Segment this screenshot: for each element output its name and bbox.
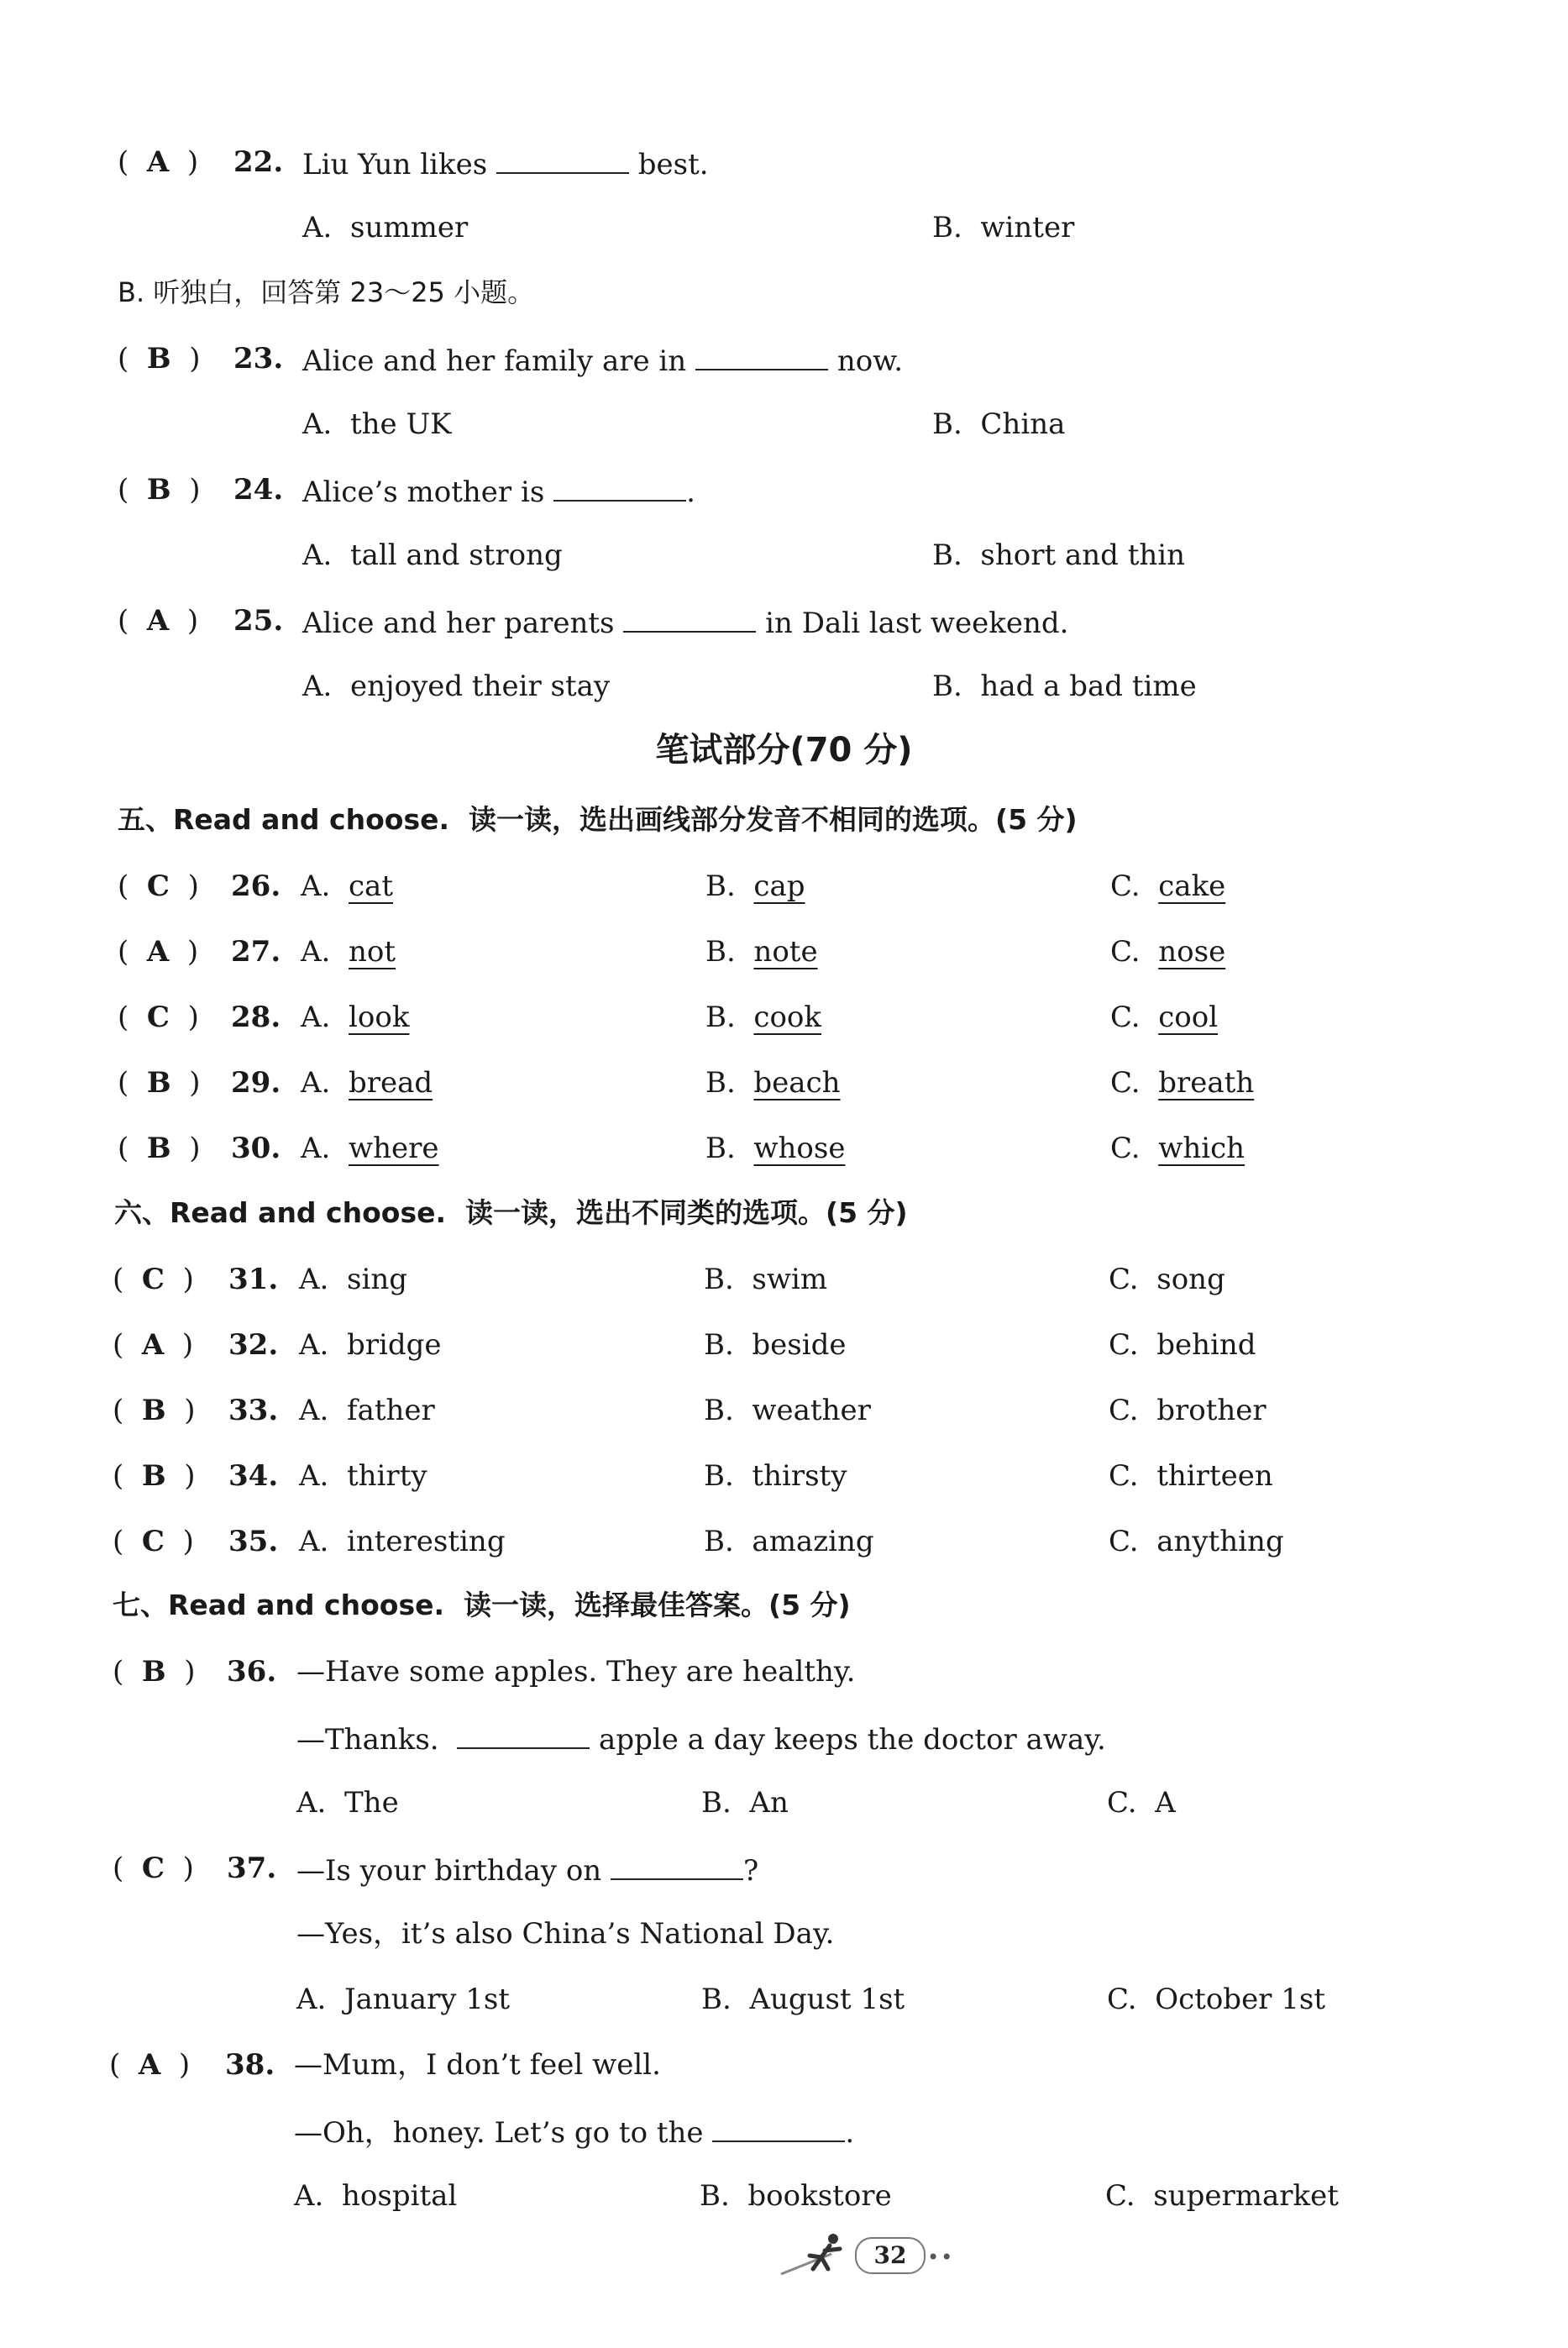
runner-logo-icon (773, 2230, 857, 2281)
option-a: A. enjoyed their stay (302, 670, 611, 703)
option-a: A. sing (299, 1263, 407, 1296)
option-a: A. where (301, 1132, 439, 1165)
question-stem: Liu Yun likes best. (302, 137, 709, 190)
answer-letter: A (141, 1328, 165, 1362)
option-b: B. cook (705, 1001, 822, 1034)
dialogue-line-2: —Thanks. apple a day keeps the doctor away. (296, 1712, 1106, 1765)
option-a: A. hospital (294, 2179, 458, 2213)
answer-letter: A (146, 604, 170, 638)
option-a: A. The (296, 1786, 399, 1820)
option-b: B. short and thin (932, 538, 1186, 572)
option-b: B. bookstore (700, 2179, 892, 2213)
dialogue-line-1: —Mum，I don’t feel well. (294, 2048, 661, 2082)
option-a: A. cat (301, 869, 393, 903)
answer-letter: B (146, 1066, 171, 1100)
question-27: ( A ) 27. A. not B. note C. nose (0, 927, 1568, 977)
question-36: ( B ) 36. —Have some apples. They are healthy. (0, 1647, 1568, 1697)
question-34: ( B ) 34. A. thirty B. thirsty C. thirteen (0, 1451, 1568, 1501)
answer-letter: A (146, 935, 170, 969)
option-c: C. October 1st (1107, 1983, 1325, 2016)
option-b: B. swim (704, 1263, 828, 1296)
question-33: ( B ) 33. A. father B. weather C. brother (0, 1385, 1568, 1436)
question-37-options (0, 1974, 1568, 2025)
question-22 (0, 137, 1568, 187)
option-b: B. cap (705, 869, 805, 903)
option-a: A. look (301, 1001, 410, 1034)
section-7-heading: 七、Read and choose. 读一读，选择最佳答案。(5 分) (113, 1589, 851, 1621)
option-c: C. song (1109, 1263, 1225, 1296)
option-b: B. thirsty (704, 1459, 847, 1493)
option-a: A. bread (301, 1066, 433, 1100)
answer-letter: C (146, 1001, 170, 1034)
answer-letter: C (146, 869, 170, 903)
answer-letter: A (138, 2048, 161, 2082)
option-c: C. cool (1110, 1001, 1219, 1034)
page-number: 32 (855, 2237, 926, 2274)
option-c: C. nose (1110, 935, 1226, 969)
question-24-options (0, 530, 1568, 580)
blank (457, 1712, 590, 1749)
option-b: B. note (705, 935, 818, 969)
question-32: ( A ) 32. A. bridge B. beside C. behind (0, 1320, 1568, 1370)
written-section-title: 笔试部分(70 分) (655, 731, 913, 770)
question-24: ( B ) 24. Alice’s mother is . (0, 465, 1568, 515)
option-b: B. August 1st (701, 1983, 905, 2016)
option-a: A. January 1st (296, 1983, 510, 2016)
option-c: C. A (1107, 1786, 1176, 1820)
option-c: C. which (1110, 1132, 1245, 1165)
answer-letter: C (141, 1852, 165, 1885)
page-footer (0, 2230, 1568, 2289)
blank (553, 465, 686, 502)
answer-letter: B (146, 342, 171, 376)
part-b-heading: B. 听独白，回答第 23～25 小题。 (118, 276, 535, 308)
question-31: ( C ) 31. A. sing B. swim C. song (0, 1254, 1568, 1305)
blank (712, 2105, 845, 2142)
question-38-line-2 (0, 2105, 1568, 2156)
question-stem: Alice and her parents in Dali last weekend. (302, 596, 1068, 649)
option-c: C. brother (1109, 1394, 1266, 1427)
option-c: C. behind (1109, 1328, 1256, 1362)
answer-letter: B (141, 1655, 166, 1689)
question-stem: Alice’s mother is . (302, 465, 695, 517)
answer-letter: C (141, 1263, 165, 1296)
question-23: ( B ) 23. Alice and her family are in now. (0, 334, 1568, 384)
answer-letter: B (146, 1132, 171, 1165)
option-b: B. winter (932, 211, 1075, 244)
option-a: A. summer (302, 211, 469, 244)
dialogue-line-1: —Have some apples. They are healthy. (296, 1655, 856, 1689)
blank (623, 596, 756, 633)
option-b: B. beside (704, 1328, 847, 1362)
option-a: A. bridge (299, 1328, 442, 1362)
question-38-options (0, 2171, 1568, 2221)
option-a: A. not (301, 935, 396, 969)
option-b: B. amazing (704, 1525, 874, 1558)
question-28: ( C ) 28. A. look B. cook C. cool (0, 992, 1568, 1043)
blank (695, 334, 828, 370)
option-b: B. whose (705, 1132, 846, 1165)
section-6-heading: 六、Read and choose. 读一读，选出不同类的选项。(5 分) (114, 1196, 908, 1229)
option-b: B. beach (705, 1066, 841, 1100)
question-23-options (0, 399, 1568, 449)
option-c: C. thirteen (1109, 1459, 1273, 1493)
option-b: B. had a bad time (932, 670, 1197, 703)
question-29: ( B ) 29. A. bread B. beach C. breath (0, 1058, 1568, 1108)
option-c: C. breath (1110, 1066, 1255, 1100)
option-b: B. An (701, 1786, 789, 1820)
option-b: B. weather (704, 1394, 871, 1427)
option-a: A. interesting (299, 1525, 506, 1558)
question-36-line-2 (0, 1712, 1568, 1762)
question-25-options (0, 661, 1568, 712)
answer-bracket: ( A ) (118, 145, 199, 179)
question-37-line-2 (0, 1909, 1568, 1959)
option-a: A. the UK (302, 407, 452, 441)
footer-dots: •• (927, 2246, 955, 2269)
question-number: 22. (233, 145, 284, 179)
question-30: ( B ) 30. A. where B. whose C. which (0, 1123, 1568, 1174)
option-c: C. cake (1110, 869, 1226, 903)
option-c: C. supermarket (1105, 2179, 1339, 2213)
option-a: A. father (299, 1394, 435, 1427)
dialogue-line-2: —Oh，honey. Let’s go to the . (294, 2105, 854, 2158)
dialogue-line-2: —Yes，it’s also China’s National Day. (296, 1917, 835, 1951)
question-35: ( C ) 35. A. interesting B. amazing C. anything (0, 1516, 1568, 1567)
answer-letter: A (146, 145, 170, 179)
section-5-heading: 五、Read and choose. 读一读，选出画线部分发音不相同的选项。(5 分) (118, 803, 1078, 836)
question-38: ( A ) 38. —Mum，I don’t feel well. (0, 2040, 1568, 2090)
answer-letter: C (141, 1525, 165, 1558)
answer-letter: B (141, 1394, 166, 1427)
question-37: ( C ) 37. —Is your birthday on ? (0, 1843, 1568, 1894)
question-26: ( C ) 26. A. cat B. cap C. cake (0, 861, 1568, 911)
answer-letter: B (146, 473, 171, 507)
question-22-options (0, 202, 1568, 253)
blank (496, 137, 629, 174)
question-36-options (0, 1778, 1568, 1828)
dialogue-line-1: —Is your birthday on ? (296, 1843, 758, 1896)
answer-letter: B (141, 1459, 166, 1493)
option-c: C. anything (1109, 1525, 1284, 1558)
option-a: A. tall and strong (302, 538, 563, 572)
option-a: A. thirty (299, 1459, 427, 1493)
option-b: B. China (932, 407, 1066, 441)
question-25: ( A ) 25. Alice and her parents in Dali last weekend. (0, 596, 1568, 646)
blank (611, 1843, 743, 1880)
question-stem: Alice and her family are in now. (302, 334, 903, 386)
